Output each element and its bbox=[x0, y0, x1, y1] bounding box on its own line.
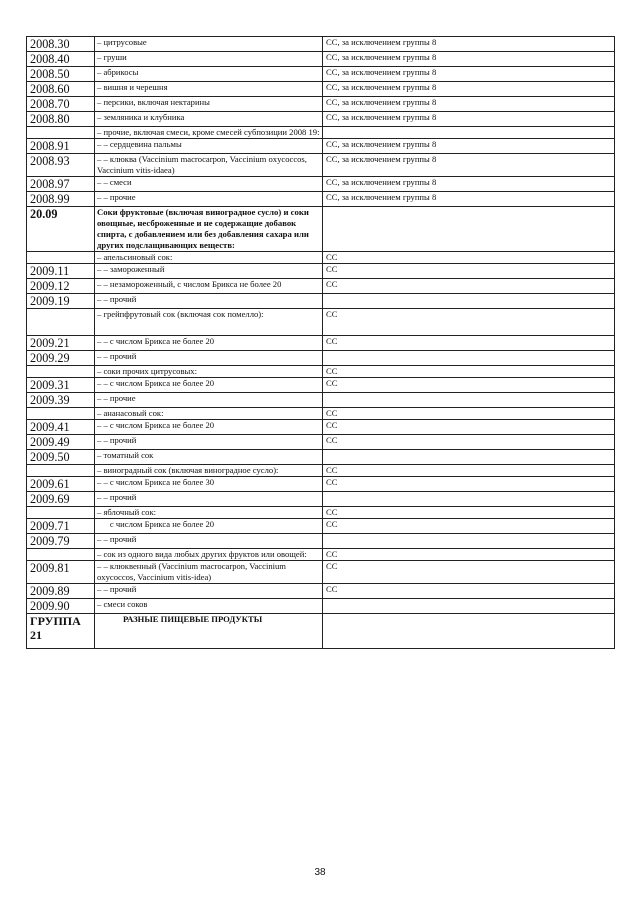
description-cell: – – сердцевина пальмы bbox=[95, 139, 323, 154]
hs-code-cell bbox=[27, 408, 95, 420]
hs-code-cell: 2008.70 bbox=[27, 97, 95, 112]
origin-rule-cell bbox=[323, 393, 615, 408]
description-cell: – – с числом Брикса не более 30 bbox=[95, 477, 323, 492]
origin-rule-cell: СС bbox=[323, 549, 615, 561]
description-cell: – – прочий bbox=[95, 435, 323, 450]
description-cell: – – с числом Брикса не более 20 bbox=[95, 378, 323, 393]
origin-rule-cell: СС, за исключением группы 8 bbox=[323, 192, 615, 207]
hs-code-cell: 2009.71 bbox=[27, 519, 95, 534]
table-row bbox=[27, 534, 615, 549]
origin-rule-cell: СС, за исключением группы 8 bbox=[323, 97, 615, 112]
table-row bbox=[27, 309, 615, 336]
origin-rule-cell bbox=[323, 127, 615, 139]
hs-code-cell: 2009.69 bbox=[27, 492, 95, 507]
hs-code-cell: 2009.39 bbox=[27, 393, 95, 408]
table-row bbox=[27, 264, 615, 279]
origin-rule-cell: СС bbox=[323, 309, 615, 336]
description-cell: – – клюквенный (Vaccinium macrocarpon, Vaccinium oxycoccos, Vaccinium vitis-idea) bbox=[95, 561, 323, 584]
origin-rule-cell: СС, за исключением группы 8 bbox=[323, 177, 615, 192]
origin-rule-cell bbox=[323, 492, 615, 507]
table-row bbox=[27, 294, 615, 309]
rules-table-body bbox=[27, 37, 615, 649]
table-row bbox=[27, 420, 615, 435]
table-row bbox=[27, 336, 615, 351]
description-cell: – соки прочих цитрусовых: bbox=[95, 366, 323, 378]
origin-rule-cell bbox=[323, 294, 615, 309]
table-row bbox=[27, 279, 615, 294]
origin-rule-cell: СС, за исключением группы 8 bbox=[323, 52, 615, 67]
origin-rule-cell: СС bbox=[323, 336, 615, 351]
hs-code-cell: 2009.61 bbox=[27, 477, 95, 492]
table-row bbox=[27, 450, 615, 465]
table-row bbox=[27, 82, 615, 97]
description-cell: с числом Брикса не более 20 bbox=[95, 519, 323, 534]
table-row bbox=[27, 519, 615, 534]
description-cell: – ананасовый сок: bbox=[95, 408, 323, 420]
table-row bbox=[27, 393, 615, 408]
origin-rule-cell: СС bbox=[323, 378, 615, 393]
hs-code-cell: 2009.41 bbox=[27, 420, 95, 435]
description-cell: – вишня и черешня bbox=[95, 82, 323, 97]
origin-rule-cell: СС bbox=[323, 264, 615, 279]
hs-code-cell: 2009.19 bbox=[27, 294, 95, 309]
origin-rule-cell bbox=[323, 207, 615, 252]
table-row bbox=[27, 366, 615, 378]
hs-code-cell: 2009.21 bbox=[27, 336, 95, 351]
description-cell: – смеси соков bbox=[95, 599, 323, 614]
description-cell: – цитрусовые bbox=[95, 37, 323, 52]
hs-code-cell: 2008.50 bbox=[27, 67, 95, 82]
hs-code-cell: 2008.93 bbox=[27, 154, 95, 177]
origin-rule-cell: СС, за исключением группы 8 bbox=[323, 67, 615, 82]
hs-code-cell: 2008.30 bbox=[27, 37, 95, 52]
description-cell: – – клюква (Vaccinium macrocarpon, Vaccinium oxycoccos, Vaccinium vitis-idaea) bbox=[95, 154, 323, 177]
description-cell: – абрикосы bbox=[95, 67, 323, 82]
table-row bbox=[27, 154, 615, 177]
description-cell: – персики, включая нектарины bbox=[95, 97, 323, 112]
description-cell: – – с числом Брикса не более 20 bbox=[95, 420, 323, 435]
table-row bbox=[27, 97, 615, 112]
origin-rule-cell: СС, за исключением группы 8 bbox=[323, 154, 615, 177]
description-cell: – сок из одного вида любых других фруктов или овощей: bbox=[95, 549, 323, 561]
hs-code-cell: ГРУППА 21 bbox=[27, 614, 95, 649]
hs-code-cell: 2008.60 bbox=[27, 82, 95, 97]
description-cell: – – прочий bbox=[95, 534, 323, 549]
table-row bbox=[27, 52, 615, 67]
origin-rule-cell bbox=[323, 351, 615, 366]
origin-rule-cell: СС bbox=[323, 420, 615, 435]
origin-rule-cell: СС, за исключением группы 8 bbox=[323, 139, 615, 154]
origin-rule-cell: СС bbox=[323, 279, 615, 294]
table-row bbox=[27, 465, 615, 477]
description-cell: – апельсиновый сок: bbox=[95, 252, 323, 264]
description-cell: – – незамороженный, с числом Брикса не более 20 bbox=[95, 279, 323, 294]
origin-rule-cell: СС, за исключением группы 8 bbox=[323, 37, 615, 52]
origin-rule-cell: СС bbox=[323, 252, 615, 264]
origin-rule-cell bbox=[323, 614, 615, 649]
description-cell: – – прочий bbox=[95, 584, 323, 599]
table-row bbox=[27, 127, 615, 139]
hs-code-cell: 2009.29 bbox=[27, 351, 95, 366]
description-cell: – – прочий bbox=[95, 351, 323, 366]
hs-code-cell: 2009.49 bbox=[27, 435, 95, 450]
hs-code-cell: 20.09 bbox=[27, 207, 95, 252]
table-row bbox=[27, 614, 615, 649]
description-cell: – – прочие bbox=[95, 393, 323, 408]
description-cell: – – прочий bbox=[95, 492, 323, 507]
origin-rule-cell bbox=[323, 450, 615, 465]
table-row bbox=[27, 112, 615, 127]
table-row bbox=[27, 177, 615, 192]
table-row bbox=[27, 477, 615, 492]
hs-code-cell: 2008.40 bbox=[27, 52, 95, 67]
hs-code-cell: 2009.79 bbox=[27, 534, 95, 549]
table-row bbox=[27, 492, 615, 507]
origin-rule-cell: СС bbox=[323, 465, 615, 477]
description-cell: – груши bbox=[95, 52, 323, 67]
description-cell: РАЗНЫЕ ПИЩЕВЫЕ ПРОДУКТЫ bbox=[95, 614, 323, 649]
hs-code-cell bbox=[27, 127, 95, 139]
table-row bbox=[27, 252, 615, 264]
description-cell: – земляника и клубника bbox=[95, 112, 323, 127]
hs-code-cell: 2008.99 bbox=[27, 192, 95, 207]
description-cell: – – прочие bbox=[95, 192, 323, 207]
origin-rule-cell: СС, за исключением группы 8 bbox=[323, 82, 615, 97]
description-cell: – томатный сок bbox=[95, 450, 323, 465]
table-row bbox=[27, 139, 615, 154]
hs-code-cell bbox=[27, 252, 95, 264]
hs-code-cell: 2009.81 bbox=[27, 561, 95, 584]
table-row bbox=[27, 207, 615, 252]
description-cell: – яблочный сок: bbox=[95, 507, 323, 519]
origin-rule-cell: СС bbox=[323, 519, 615, 534]
description-cell: – прочие, включая смеси, кроме смесей субпозиции 2008 19: bbox=[95, 127, 323, 139]
origin-rule-cell: СС, за исключением группы 8 bbox=[323, 112, 615, 127]
table-row bbox=[27, 192, 615, 207]
description-cell: – виноградный сок (включая виноградное сусло): bbox=[95, 465, 323, 477]
table-row bbox=[27, 584, 615, 599]
origin-rule-cell: СС bbox=[323, 366, 615, 378]
table-row bbox=[27, 435, 615, 450]
table-row bbox=[27, 549, 615, 561]
table-row bbox=[27, 408, 615, 420]
description-cell: – – замороженный bbox=[95, 264, 323, 279]
description-cell: – – прочий bbox=[95, 294, 323, 309]
hs-code-cell bbox=[27, 366, 95, 378]
origin-rule-cell: СС bbox=[323, 561, 615, 584]
hs-code-cell bbox=[27, 465, 95, 477]
hs-code-cell bbox=[27, 549, 95, 561]
hs-code-cell bbox=[27, 309, 95, 336]
origin-rule-cell: СС bbox=[323, 477, 615, 492]
origin-rule-cell: СС bbox=[323, 584, 615, 599]
table-row bbox=[27, 599, 615, 614]
hs-code-cell: 2008.91 bbox=[27, 139, 95, 154]
description-cell: – – смеси bbox=[95, 177, 323, 192]
description-cell: – грейпфрутовый сок (включая сок помелло): bbox=[95, 309, 323, 336]
hs-code-cell: 2009.89 bbox=[27, 584, 95, 599]
table-row bbox=[27, 507, 615, 519]
table-row bbox=[27, 378, 615, 393]
hs-code-cell: 2008.80 bbox=[27, 112, 95, 127]
rules-table bbox=[26, 36, 615, 649]
table-row bbox=[27, 67, 615, 82]
hs-code-cell bbox=[27, 507, 95, 519]
hs-code-cell: 2009.11 bbox=[27, 264, 95, 279]
page-number: 38 bbox=[314, 867, 326, 878]
description-cell: – – с числом Брикса не более 20 bbox=[95, 336, 323, 351]
hs-code-cell: 2008.97 bbox=[27, 177, 95, 192]
hs-code-cell: 2009.31 bbox=[27, 378, 95, 393]
description-cell: Соки фруктовые (включая виноградное сусло) и соки овощные, несброженные и не содержащие добавок спирта, с добавлением или без добавления сахара или других подслащивающих веществ: bbox=[95, 207, 323, 252]
hs-code-cell: 2009.12 bbox=[27, 279, 95, 294]
origin-rule-cell: СС bbox=[323, 408, 615, 420]
origin-rule-cell: СС bbox=[323, 435, 615, 450]
table-row bbox=[27, 561, 615, 584]
table-row bbox=[27, 37, 615, 52]
table-row bbox=[27, 351, 615, 366]
origin-rule-cell bbox=[323, 534, 615, 549]
origin-rule-cell bbox=[323, 599, 615, 614]
hs-code-cell: 2009.50 bbox=[27, 450, 95, 465]
hs-code-cell: 2009.90 bbox=[27, 599, 95, 614]
origin-rule-cell: СС bbox=[323, 507, 615, 519]
